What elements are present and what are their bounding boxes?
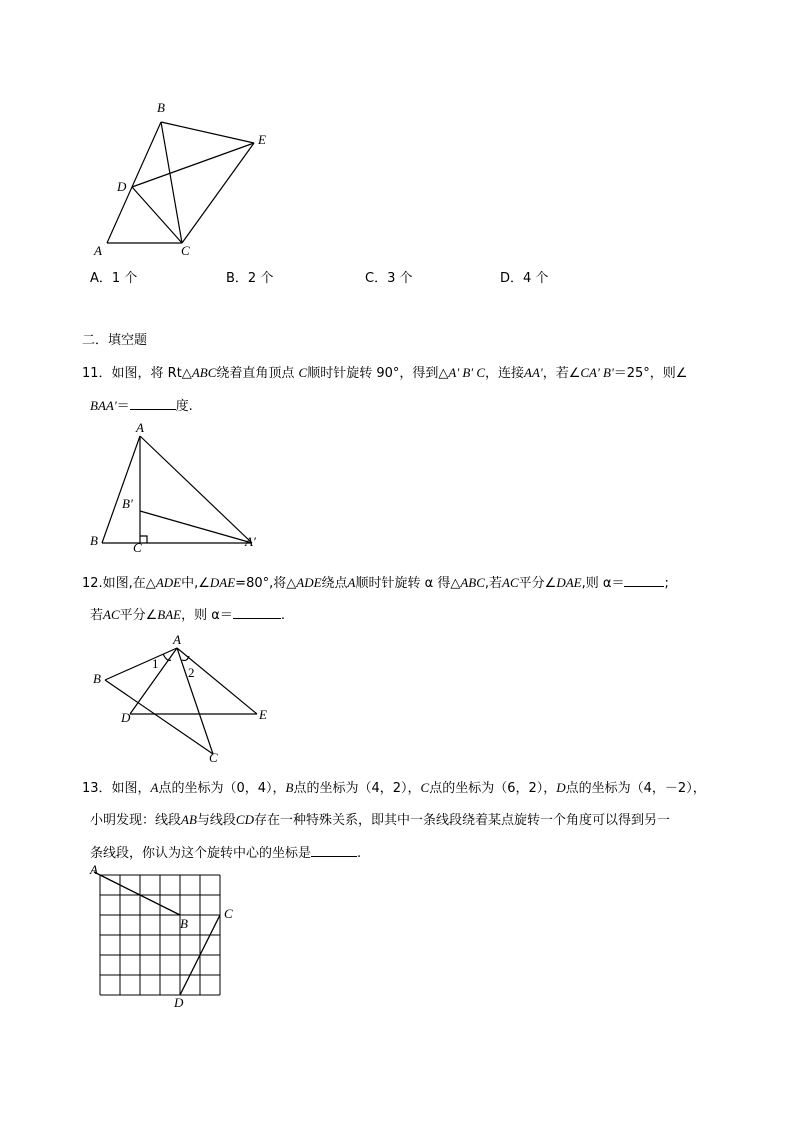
q12-answer-blank-1[interactable] xyxy=(624,572,664,587)
q10-label-d: D xyxy=(117,179,127,194)
q13-label-d: D xyxy=(174,995,184,1010)
q11-line2 xyxy=(90,395,193,417)
q11-text: ，若∠ xyxy=(542,366,581,381)
q11-text: ＝ xyxy=(116,399,130,414)
q11-figure xyxy=(80,418,280,558)
q12-text: 中,∠ xyxy=(181,576,210,591)
q12-text: 12.如图,在△ xyxy=(82,576,156,591)
q12-figure xyxy=(85,632,285,772)
q11-text: 11．如图，将 Rt△ xyxy=(82,366,192,381)
q12-label-e: E xyxy=(259,707,267,722)
q12-text: ，则 α＝ xyxy=(181,608,233,623)
q11-text: ＝25°，则∠ xyxy=(613,366,688,381)
q12-var: DAE xyxy=(556,575,582,590)
q11-var: ABC xyxy=(191,365,217,380)
q12-var: AC xyxy=(103,607,120,622)
q12-var: ADE xyxy=(155,575,182,590)
q12-text: 若 xyxy=(90,608,104,623)
q11-text: ，连接 xyxy=(485,366,525,381)
q11-label-a-prime: A′ xyxy=(245,534,256,549)
q11-label-c: C xyxy=(133,540,142,555)
q12-var: ABC xyxy=(460,575,485,590)
q13-var: CD xyxy=(235,812,254,827)
q13-text: 点的坐标为（0，4）， xyxy=(158,781,286,796)
q12-var: DAE xyxy=(209,575,236,590)
q13-text: 小明发现：线段 xyxy=(90,813,182,828)
q12-text: 平分∠ xyxy=(518,576,557,591)
q10-option-a[interactable]: A．1 个 xyxy=(90,271,138,286)
q11-var: CA' B' xyxy=(580,365,614,380)
q11-var: AA' xyxy=(524,365,543,380)
q10-label-b: B xyxy=(157,100,165,115)
q12-text: 绕点 xyxy=(321,576,348,591)
q12-line2 xyxy=(90,604,285,626)
q12-text: ,若 xyxy=(484,576,503,591)
q10-label-a: A xyxy=(94,243,102,258)
q12-label-c: C xyxy=(209,750,218,765)
q13-text: 点的坐标为（4，2）， xyxy=(293,781,421,796)
q13-line2 xyxy=(90,810,670,831)
q11-label-b-prime: B′ xyxy=(122,496,133,511)
q11-var: BAA' xyxy=(90,398,117,413)
q13-text: 13．如图， xyxy=(82,781,151,796)
q13-text: 点的坐标为（4，－2）， xyxy=(565,781,706,796)
q13-text: 存在一种特殊关系，即其中一条线段绕着某点旋转一个角度可以得到另一 xyxy=(253,813,670,828)
q12-line1 xyxy=(82,572,669,594)
q12-label-angle-1: 1 xyxy=(152,656,159,671)
q13-var: D xyxy=(556,780,566,795)
q13-label-b: B xyxy=(180,916,188,931)
q10-label-c: C xyxy=(181,243,190,258)
q10-figure xyxy=(80,95,280,265)
q12-text: ; xyxy=(664,576,669,591)
q13-line3 xyxy=(90,842,361,864)
q12-var: BAE xyxy=(157,607,182,622)
q13-label-a: A xyxy=(90,862,98,877)
q13-figure xyxy=(88,862,248,1012)
q12-var: A xyxy=(347,575,356,590)
q11-var: A' B' C xyxy=(448,365,486,380)
q11-text: 顺时针旋转 90°，得到△ xyxy=(307,366,449,381)
q12-text: =80°,将△ xyxy=(235,576,297,591)
q13-line1 xyxy=(82,778,706,799)
q13-text: 条线段，你认为这个旋转中心的坐标是 xyxy=(90,846,312,861)
q13-var: A xyxy=(150,780,159,795)
q12-var: ADE xyxy=(296,575,322,590)
q13-var: AB xyxy=(181,812,197,827)
q10-option-c[interactable]: C．3 个 xyxy=(365,271,413,286)
q13-text: . xyxy=(357,846,362,861)
q13-label-c: C xyxy=(224,906,233,921)
q10-option-b[interactable]: B．2 个 xyxy=(226,271,274,286)
q12-text: . xyxy=(280,608,285,623)
q10-option-d[interactable]: D．4 个 xyxy=(500,271,549,286)
q13-text: 与线段 xyxy=(196,813,236,828)
q12-label-d: D xyxy=(121,710,131,725)
q11-answer-blank[interactable] xyxy=(130,395,176,410)
q12-var: AC xyxy=(502,575,519,590)
q11-label-a: A xyxy=(136,420,144,435)
q12-text: ,则 α＝ xyxy=(581,576,625,591)
q12-label-angle-2: 2 xyxy=(188,665,195,680)
q13-answer-blank[interactable] xyxy=(311,842,357,857)
section-title: 二．填空题 xyxy=(82,333,148,348)
q12-label-b: B xyxy=(93,671,101,686)
q11-var: C xyxy=(298,365,308,380)
q12-text: 顺时针旋转 α 得△ xyxy=(355,576,461,591)
q12-answer-blank-2[interactable] xyxy=(233,604,281,619)
q12-text: 平分∠ xyxy=(119,608,158,623)
q13-text: 点的坐标为（6，2）， xyxy=(429,781,557,796)
q11-label-b: B xyxy=(90,533,98,548)
q13-var: C xyxy=(420,780,430,795)
q10-label-e: E xyxy=(258,132,266,147)
q13-var: B xyxy=(285,780,294,795)
q11-text: 度. xyxy=(175,399,193,414)
q11-text: 绕着直角顶点 xyxy=(216,366,295,381)
q11-line1 xyxy=(82,363,687,384)
q12-label-a: A xyxy=(173,632,181,647)
